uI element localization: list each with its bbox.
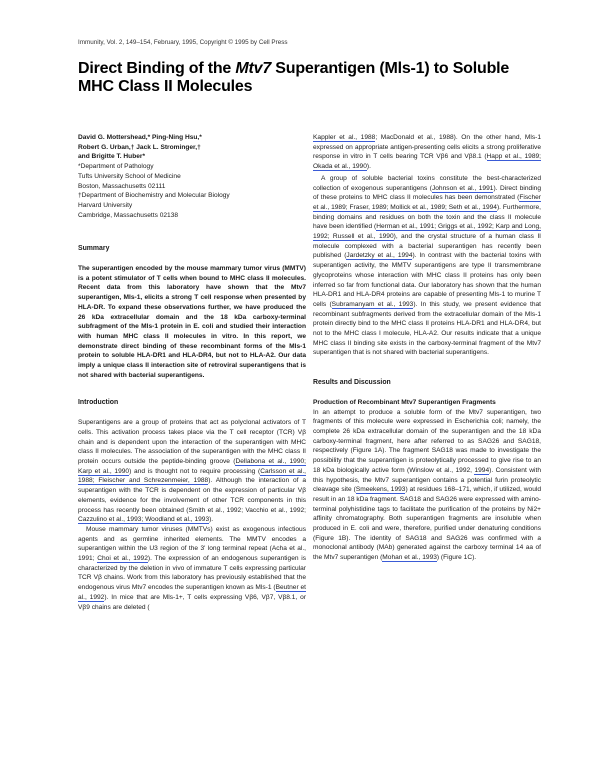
text-run: ) (Figure 1C). [436,554,477,562]
text-run: ) at residues 168–171, which, if utilized, would result in an 18 kDa fragment. SAG18 and SAG26 were expressed with amino-terminal polyhistidine tags to facilitate the purification of the proteins by Ni2+ affinity chromatography. Both superantigen fragments are insoluble when produced in E. coli and were, therefore, purified under denaturing conditions (Figure 1B). The identity of SAG18 and SAG26 was confirmed with a monoclonal antibody (MAb) generated against the carboxy terminal 14 aa of the Mtv7 superantigen ( [313,486,541,562]
paper-title [78,60,548,96]
text-run: ). The expression of an endogenous superantigen is characterized by the deletion in vivo of immature T cells expressing particular TCR Vβ chains. Work from this laboratory has previously established that the endogenous virus Mtv7 encodes the superantigen known as Mls-1 ( [78,555,306,592]
title-part2: Superantigen (Mls-1) to Soluble MHC Class II Molecules [78,60,510,95]
journal-header: Immunity, Vol. 2, 149–154, February, 1995, Copyright © 1995 by Cell Press [78,39,288,46]
affiliation-line: Tufts University School of Medicine [78,172,181,180]
introduction-heading: Introduction [78,399,119,407]
affiliation-line: *Department of Pathology [78,163,154,171]
affiliation-line: Harvard University [78,201,133,209]
affiliation-line: Cambridge, Massachusetts 02138 [78,211,179,219]
text-run: ). Furthermore, binding domains and residues on both the toxin and the class II molecule have been identified ( [313,203,541,231]
title-italic: Mtv7 [235,60,272,77]
citation-link[interactable]: Carlsson et al., 1988; Fleischer and Schrezenmeier, 1988 [78,467,307,485]
right-paragraph-0 [313,133,541,172]
right-column [313,133,541,563]
intro-paragraph-1 [78,418,306,525]
citation-link[interactable]: Cazzulino et al., 1993; Woodland et al., 1993 [78,516,210,524]
results-paragraph-1 [313,408,541,563]
author-list [78,133,306,162]
affiliations [78,162,306,220]
citation-link[interactable]: Choi et al., 1992 [97,555,148,563]
text-run: A group of soluble bacterial toxins constitute the best-characterized collection of exogenous superantigens ( [313,174,541,192]
text-run: Mouse mammary tumor viruses (MMTVs) exist as exogenous infectious agents and as germline inherited elements. The MMTV encodes a superantigen within the U3 region of the 3' long terminal repeat (Acha et al., 1991; [78,525,306,563]
text-run: ; MacDonald et al., 1988). On the other hand, Mls-1 expressed on appropriate antigen-presenting cells elicits a strong proliferative response in vitro in T cells bearing TCR Vβ6 and Vβ8.1 ( [313,134,541,161]
summary-text: The superantigen encoded by the mouse mammary tumor virus (MMTV) is a potent stimulator of T cells when bound to MHC class II molecules. Recent data from this laboratory have shown that the Mtv7 superantigen, Mls-1, elicits a strong T cell response when presented by HLA-DR. To expand these observations further, we have produced the 26 kDa extracellular domain and the 18 kDa carboxy-terminal subfragment of the Mls-1 protein in E. coli and studied their interaction with human MHC class II molecules in vitro. In this report, we demonstrate direct binding of these recombinant forms of the Mls-1 protein to soluble HLA-DR1 and HLA-DR4, but not to HLA-A2. Our data imply a unique class II interaction site of retroviral superantigens that is not shared with bacterial superantigens. [78,265,306,379]
text-run: ). Although the interaction of a superantigen with the TCR is dependent on the expression of particular Vβ elements, evidence for the involvement of other TCR components in this process has recently been obtained (Smith et al., 1992; Vacchio et al., 1992; [78,477,307,514]
text-run: ). Consistent with this hypothesis, the Mtv7 superantigen contains a potential furin proteolytic cleavage site ( [313,466,541,494]
text-run: ), and the crystal structure of a human class II molecule complexed with a bacterial superantigen has recently been published ( [313,233,541,260]
summary-heading: Summary [78,245,110,253]
text-run: ). In contrast with the bacterial toxins with superantigen activity, the MMTV superantigens are type II transmembrane glycoproteins whose interaction with MHC class II proteins has only been inferred so far from functional data. Our laboratory has shown that the human HLA-DR1 and HLA-DR4 proteins are capable of presenting Mls-1 to murine T cells ( [313,252,541,308]
text-run: ). [209,516,214,524]
text-run: Superantigens are a group of proteins that act as polyclonal activators of T cells. This activation process takes place via the T cell receptor (TCR) Vβ chain and is dependent upon the interaction of the superantigen with MHC class II molecules. The association of the superantigen with the MHC class II protein occurs outside the peptide-binding groove ( [78,419,306,465]
text-run: ). In this study, we present evidence that recombinant subfragments derived from the extracellular domain of the Mls-1 protein directly bind to the MHC class II proteins HLA-DR1 and HLA-DR4, but not to the MHC class I molecule, HLA-A2. Our results indicate that a unique MHC class II binding site exists in the carboxy-terminal fragment of the Mtv7 superantigen that is not shared with bacterial superantigens. [313,300,542,357]
affiliation-line: †Department of Biochemistry and Molecular Biology [78,192,230,200]
results-heading: Results and Discussion [313,379,391,387]
text-run: ) and is thought not to require processing ( [129,467,261,475]
citation-link[interactable]: Beutner et al., 1992 [78,584,306,601]
results-subheading: Production of Recombinant Mtv7 Superantigen Fragments [313,398,496,406]
author-line: Robert G. Urban,† Jack L. Strominger,† [78,143,201,151]
affiliation-line: Boston, Massachusetts 02111 [78,182,166,190]
text-run: In an attempt to produce a soluble form of the Mtv7 superantigen, two fragments of this molecule were expressed in Escherichia coli; namely, the complete 26 kDa extracellular domain of the superantigen and the 18 kDa carboxy-terminal fragment, here after referred to as SAG26 and SAG18, respectively (Figure 1A). The fragment SAG18 was made to investigate the possibility that the superantigen is proteolytically processed to give rise to an 18 kDa biologically active form (Winslow et al., 1992, [313,408,541,474]
text-run: ). In mice that are Mls-1+, T cells expressing Vβ6, Vβ7, Vβ8.1, or Vβ9 chains are deleted ( [78,593,307,611]
author-line: David G. Mottershead,* Ping-Ning Hsu,* [78,134,202,141]
citation-link[interactable]: Dellabona et al., 1990; Karp et al., 1990 [78,457,306,475]
citation-link[interactable]: Subramanyam et al., 1993 [331,300,414,308]
citation-link[interactable]: Jardetzky et al., 1994 [346,252,413,260]
author-line: and Brigitte T. Huber* [78,153,146,161]
citation-link[interactable]: Happ et al., 1989; Okada et al., 1990 [313,153,541,171]
text-run: ). Direct binding of these proteins to MHC class II molecules has been demonstrated ( [313,184,541,202]
intro-paragraph-2 [78,525,306,612]
citation-link[interactable]: Smeekens, 1993 [355,486,406,494]
text-run: ). [366,163,371,171]
right-paragraph-1 [313,174,541,358]
citation-link[interactable]: Kappler et al., 1988 [313,134,376,141]
title-part1: Direct Binding of the [78,60,236,77]
citation-link[interactable]: 1994 [474,466,490,474]
citation-link[interactable]: Mohan et al., 1993 [382,554,437,562]
left-column [78,133,306,612]
citation-link[interactable]: Johnson et al., 1991 [431,184,494,192]
citation-link[interactable]: Fischer et al., 1989; Fraser, 1989; Mollick et al., 1989; Seth et al., 1994 [313,194,541,211]
citation-link[interactable]: Herman et al., 1991; Griggs et al., 1992; Karp and Long, 1992; Russell et al., 1990 [313,223,541,241]
